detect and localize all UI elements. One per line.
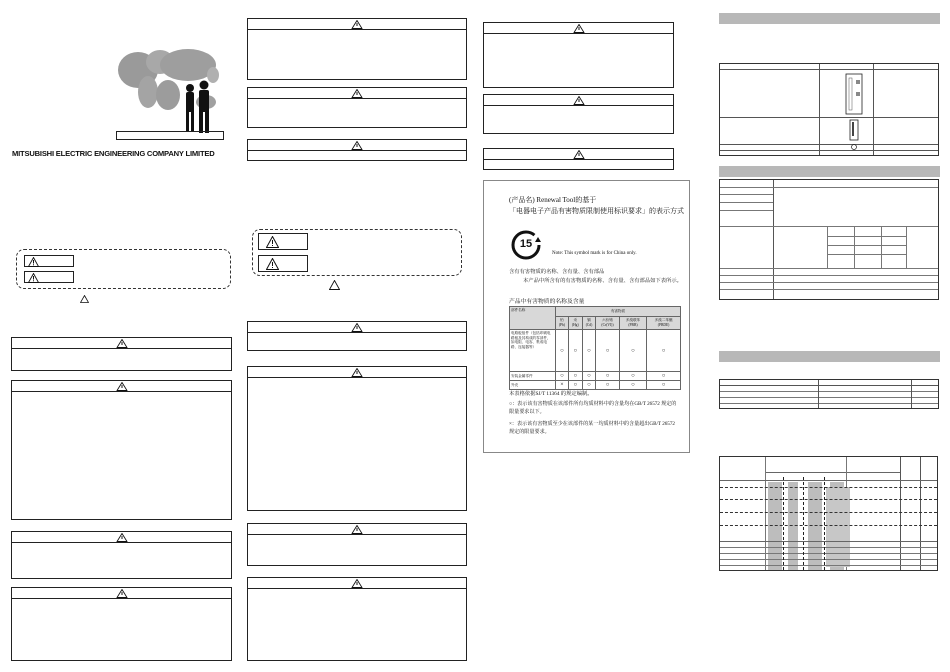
caution-triangle-icon bbox=[28, 273, 39, 283]
product-table bbox=[719, 63, 939, 156]
header-group: 有害物质 bbox=[556, 307, 681, 317]
mark-cell: ○ bbox=[619, 381, 646, 390]
legend-o: ○：表示该有害物质在该部件所有均质材料中的含量均在GB/T 26572 规定的限量要求以下。 bbox=[509, 401, 677, 415]
spec-table bbox=[719, 179, 939, 300]
mark-cell: ○ bbox=[619, 330, 646, 372]
caution-box-14 bbox=[483, 148, 674, 170]
connection-chart bbox=[719, 456, 938, 571]
substance-header: 铅 (Pb) bbox=[556, 317, 569, 330]
caution-box-8 bbox=[247, 321, 467, 351]
note-triangle-icon bbox=[80, 295, 89, 303]
warning-triangle-icon bbox=[352, 141, 363, 150]
china-rohs-panel bbox=[483, 180, 690, 453]
substance-header: 多溴联苯 (PBB) bbox=[619, 317, 646, 330]
substance-header: 多溴二苯醚 (PBDE) bbox=[647, 317, 681, 330]
caution-triangle-icon bbox=[266, 258, 279, 270]
mark-cell: ○ bbox=[582, 330, 596, 372]
table-row bbox=[510, 372, 681, 381]
mark-note: Note: This symbol mark is for China only. bbox=[552, 251, 637, 256]
warning-label-box bbox=[258, 233, 308, 250]
caution-box-7 bbox=[247, 139, 467, 161]
warning-triangle-icon bbox=[116, 533, 127, 542]
part-name: 电路板组件（包括印刷电路板及其构成的零部件，如电阻、电容、集成电路、连接器等） bbox=[510, 330, 556, 372]
mark-cell: ○ bbox=[582, 372, 596, 381]
warning-triangle-icon bbox=[573, 96, 584, 105]
caution-box-9 bbox=[247, 366, 467, 511]
mark-cell: ○ bbox=[596, 330, 620, 372]
part-name: 外壳 bbox=[510, 381, 556, 390]
section-header-bar bbox=[719, 351, 940, 362]
caution-box-4 bbox=[11, 587, 232, 661]
caution-box-3 bbox=[11, 531, 232, 579]
rohs-title-line1: (产品名) Renewal Tool的基于 bbox=[509, 196, 597, 204]
mark-cell: × bbox=[556, 381, 569, 390]
legend-x: ×：表示该有害物质至少在该部件的某一均质材料中的含量超出GB/T 26572 规定的限量要求。 bbox=[509, 421, 675, 435]
caution-box-10 bbox=[247, 523, 467, 566]
warning-triangle-icon bbox=[352, 579, 363, 588]
warning-triangle-icon bbox=[28, 257, 39, 267]
hazardous-substance-table bbox=[509, 306, 681, 390]
warning-triangle-icon bbox=[573, 24, 584, 33]
warning-triangle-icon bbox=[352, 20, 363, 29]
warning-triangle-icon bbox=[116, 589, 127, 598]
mark-cell: ○ bbox=[596, 372, 620, 381]
section-header-bar bbox=[719, 166, 940, 177]
mark-cell: ○ bbox=[568, 372, 582, 381]
efup-number: 15 bbox=[519, 238, 533, 250]
accessory-table bbox=[719, 379, 939, 409]
mark-cell: ○ bbox=[568, 381, 582, 390]
intro-line1: 含有有害物质的名称、含有量、含有部品 bbox=[509, 269, 605, 275]
part-name: 安装金属零件 bbox=[510, 372, 556, 381]
header-part: 部件名称 bbox=[510, 307, 556, 330]
company-name: MITSUBISHI ELECTRIC ENGINEERING COMPANY LIMITED bbox=[12, 149, 215, 158]
title-box bbox=[116, 131, 224, 140]
warning-triangle-icon bbox=[352, 525, 363, 534]
caution-box-13 bbox=[483, 94, 674, 134]
warning-triangle-icon bbox=[116, 382, 127, 391]
section-header-bar bbox=[719, 13, 940, 24]
warning-triangle-icon bbox=[352, 89, 363, 98]
warning-triangle-icon bbox=[116, 339, 127, 348]
mark-cell: ○ bbox=[596, 381, 620, 390]
caution-box-5 bbox=[247, 18, 467, 80]
caution-box-6 bbox=[247, 87, 467, 128]
mark-cell: ○ bbox=[582, 381, 596, 390]
mark-cell: ○ bbox=[556, 372, 569, 381]
mark-cell: ○ bbox=[647, 372, 681, 381]
caution-box-2 bbox=[11, 380, 232, 520]
substance-header: 汞 (Hg) bbox=[568, 317, 582, 330]
table-title: 产品中有害物质的名称及含量 bbox=[509, 299, 585, 305]
note-triangle-icon bbox=[329, 280, 340, 290]
world-map-graphic bbox=[108, 40, 228, 135]
mark-cell: ○ bbox=[647, 381, 681, 390]
mark-cell: ○ bbox=[647, 330, 681, 372]
mark-cell: ○ bbox=[619, 372, 646, 381]
substance-header: 六价铬 (Cr(VI)) bbox=[596, 317, 620, 330]
caution-box-1 bbox=[11, 337, 232, 371]
mark-cell: ○ bbox=[556, 330, 569, 372]
warning-label-box bbox=[24, 255, 74, 267]
intro-line2: 本产品中所含有的有害物质的名称、含有量、含有部品如下表所示。 bbox=[523, 278, 682, 284]
warning-triangle-icon bbox=[266, 236, 279, 248]
renewal-tool-unit-illustration bbox=[842, 72, 866, 152]
caution-label-box bbox=[24, 271, 74, 283]
substance-header: 镉 (Cd) bbox=[582, 317, 596, 330]
efup-15-mark-icon bbox=[510, 230, 542, 260]
standard-note: 本表格依据SJ/T 11364 的规定编制。 bbox=[509, 391, 593, 397]
caution-box-12 bbox=[483, 22, 674, 88]
table-row bbox=[510, 330, 681, 372]
caution-label-box bbox=[258, 255, 308, 272]
rohs-title-line2: 「电器电子产品有害物质限制使用标识要求」的表示方式 bbox=[509, 207, 684, 215]
mark-cell: ○ bbox=[568, 330, 582, 372]
warning-triangle-icon bbox=[352, 368, 363, 377]
warning-triangle-icon bbox=[352, 323, 363, 332]
warning-triangle-icon bbox=[573, 150, 584, 159]
caution-box-11 bbox=[247, 577, 467, 661]
